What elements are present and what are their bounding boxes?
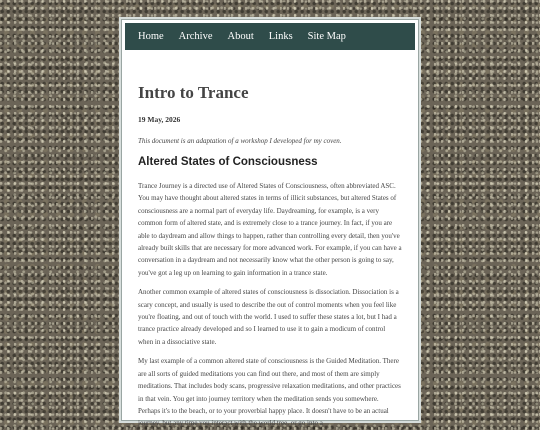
paragraph: Trance Journey is a directed use of Altered States of Consciousness, often abbreviated ASC. You may have thought about altered states in terms of illicit substances, but altered States of consciousness are a normal part of everyday life. Daydreaming, for example, is a very common form of altered state, and is extremely close to a trance journey. In fact, if you are able to daydream and allow things to happen, rather than controlling every detail, then you've already built skills that are necessary for more advanced work. For example, if you can have a conversation in a daydream and not necessarily know what the other person is going to say, you've got a leg up on learning to gain information in a trance state. — [138, 182, 402, 277]
nav-link-about[interactable]: About — [227, 31, 254, 42]
paragraph: Another common example of altered states of consciousness is dissociation. Dissociation is a scary concept, and usually is used to describe the out of control moments when you feel like you're floating, and out of touch with the world. I used to suffer these states a lot, but I had a trance practice already developed and so I learned to use it to gain a modicum of control when in a dissociative state. — [138, 288, 399, 346]
nav-link-archive[interactable]: Archive — [178, 31, 213, 42]
paragraph: My last example of a common altered state of consciousness is the Guided Meditation. There are all sorts of guided meditations you can find out there, and most of them are simply meditations. That includes body scans, progressive relaxation meditations, and other practices in that vein. You get into journey territory when the meditation sends you somewhere. Perhaps it's to the beach, or to your proverbial happy place. It doesn't have to be an actual journey, but any time you interact with the world tree, or go into a — [138, 357, 401, 428]
nav-link-links[interactable]: Links — [268, 31, 293, 42]
nav-link-home[interactable]: Home — [138, 31, 164, 42]
page-container — [121, 19, 419, 428]
main-nav — [125, 23, 415, 50]
post-date: 19 May, 2026 — [138, 115, 181, 124]
page-title: Intro to Trance — [138, 83, 249, 102]
intro-note: This document is an adaptation of a workshop I developed for my coven. — [138, 137, 342, 145]
section-heading: Altered States of Consciousness — [138, 156, 318, 168]
article-content — [122, 84, 418, 430]
nav-link-site-map[interactable]: Site Map — [307, 31, 346, 42]
